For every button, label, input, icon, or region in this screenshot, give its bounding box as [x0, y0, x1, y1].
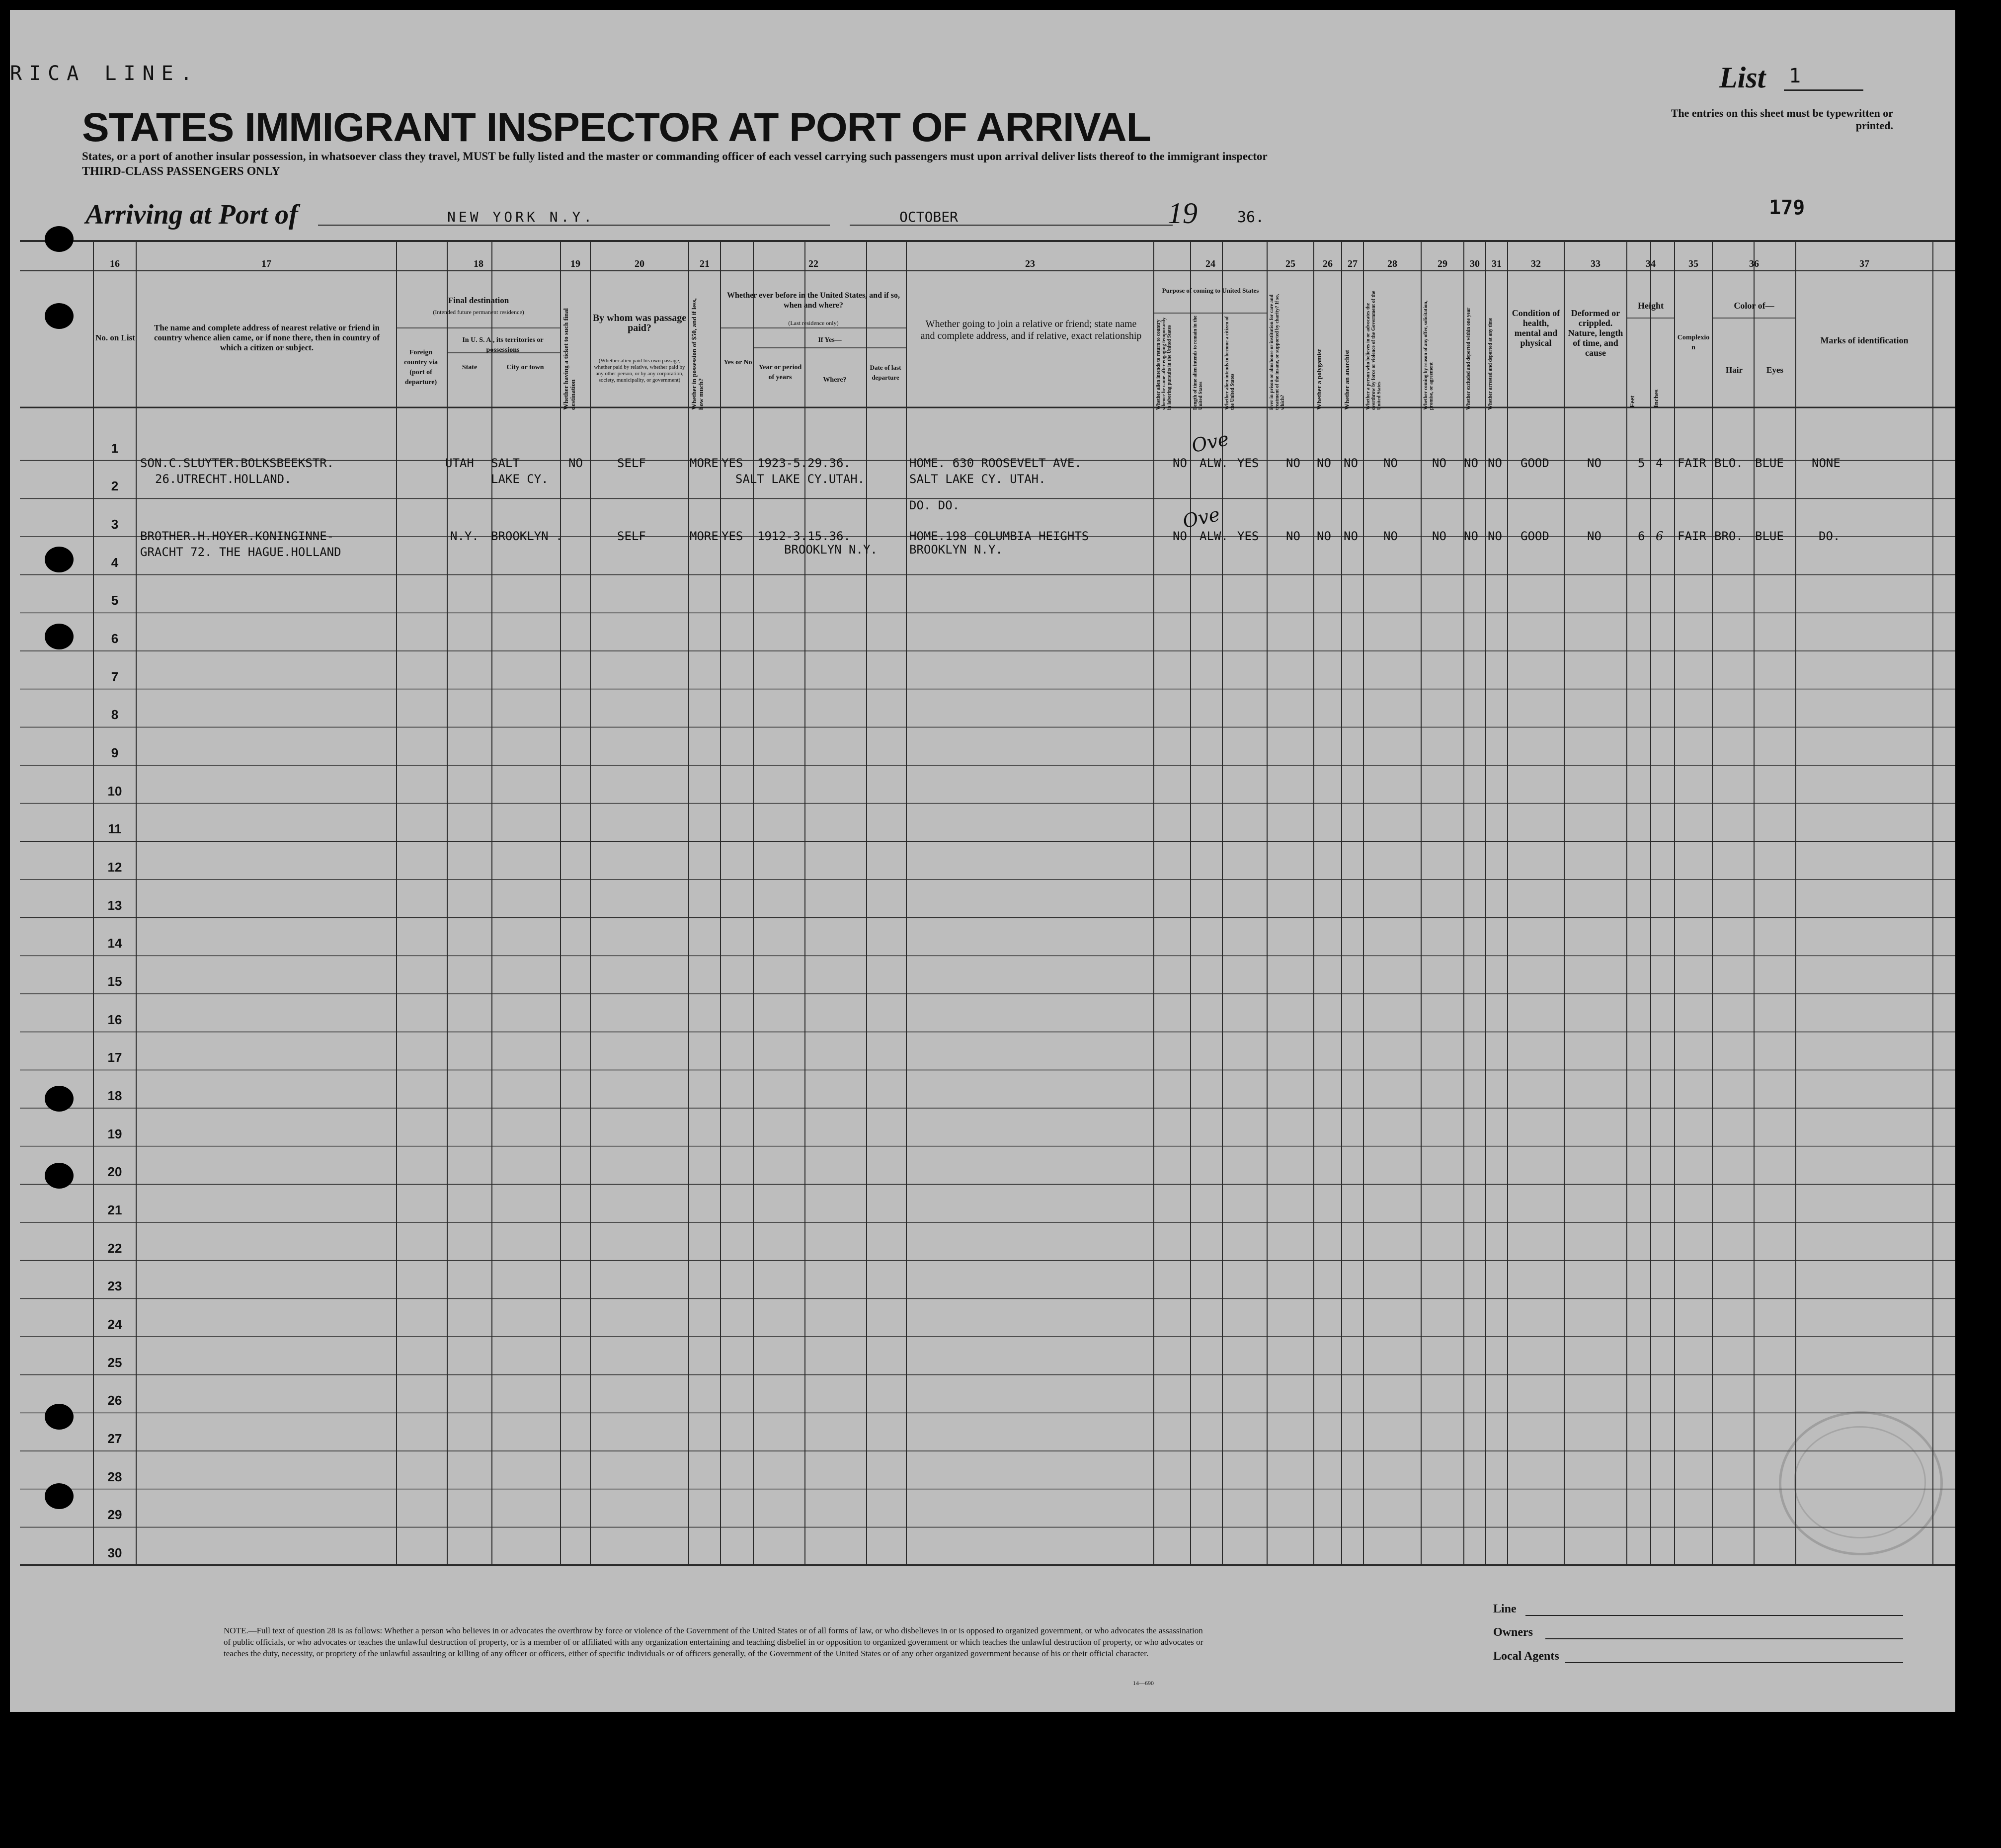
row-number: 16: [107, 1012, 122, 1027]
row-number: 2: [111, 479, 119, 494]
col-header-color: Color of—: [1734, 301, 1774, 311]
entry-2-health: GOOD: [1521, 529, 1549, 543]
col-header-no-on-list: No. on List: [95, 333, 135, 342]
entry-1-polygamist: NO: [1317, 456, 1331, 470]
list-underline: [1784, 89, 1863, 91]
col-num-26: 26: [1323, 258, 1333, 269]
entry-2-inches: 6: [1656, 529, 1664, 543]
entry-1-purpose-citizen: YES: [1237, 456, 1259, 470]
col-num-32: 32: [1531, 258, 1541, 269]
line-underline: [1525, 1615, 1903, 1616]
col-num-17: 17: [261, 258, 271, 269]
col-header-anarchist: Whether an anarchist: [1343, 350, 1351, 410]
class-label: THIRD-CLASS PASSENGERS ONLY: [82, 165, 280, 178]
col-header-yes-no: Yes or No: [723, 359, 752, 366]
col-num-22: 22: [808, 258, 818, 269]
entry-2-marks: DO.: [1819, 529, 1841, 543]
entry-2-arrested: NO: [1488, 529, 1502, 543]
sheet-number: 179: [1769, 196, 1805, 219]
entry-1-city-line2: LAKE CY.: [491, 472, 549, 486]
row-number: 19: [107, 1126, 122, 1141]
entry-1-state: UTAH: [445, 456, 474, 470]
entry-1-complexion: FAIR: [1678, 456, 1706, 470]
owners-label: Owners: [1493, 1626, 1533, 1639]
col-num-20: 20: [635, 258, 644, 269]
row-number: 26: [107, 1393, 122, 1408]
row-number: 21: [107, 1203, 122, 1217]
col-header-hair: Hair: [1726, 365, 1743, 375]
col-num-19: 19: [570, 258, 580, 269]
row-number: 23: [107, 1279, 122, 1294]
row-number: 1: [111, 440, 119, 456]
col-header-overthrow: Whether a person who believes in or advocates the overthrow by force or violence of the Government of the United States: [1365, 291, 1382, 410]
port-value: NEW YORK N.Y.: [447, 209, 595, 225]
col-header-eyes: Eyes: [1766, 365, 1783, 375]
month-underline: [850, 225, 1173, 226]
col-num-18: 18: [474, 258, 483, 269]
row-number: 9: [111, 745, 119, 760]
entry-1-health: GOOD: [1521, 456, 1549, 470]
col-header-date-departure: Date of last departure: [870, 364, 901, 381]
col-header-paid-by: By whom was passage paid?: [592, 313, 687, 333]
col-header-money: Whether in possession of $50, and if less, how much?: [690, 298, 705, 410]
col-header-purpose: Purpose of coming to United States: [1162, 287, 1259, 294]
entry-1-arrested: NO: [1488, 456, 1502, 470]
steamship-line-name: RICA LINE.: [10, 62, 199, 85]
col-header-purpose-citizen: Whether alien intends to become a citizen of the United States: [1224, 316, 1235, 410]
col-header-polygamist: Whether a polygamist: [1315, 349, 1323, 410]
col-num-23: 23: [1025, 258, 1035, 269]
col-num-29: 29: [1438, 258, 1447, 269]
entry-1-anarchist: NO: [1344, 456, 1358, 470]
entry-1-marks: NONE: [1812, 456, 1841, 470]
binder-hole: [45, 1163, 74, 1189]
col-header-ticket: Whether having a ticket to such final destination: [562, 308, 576, 410]
entry-2-city-line1: BROOKLYN .: [491, 529, 563, 543]
line-label: Line: [1493, 1603, 1517, 1615]
entry-1-hair: BLO.: [1714, 456, 1743, 470]
col-subheader-paid-by: (Whether alien paid his own passage, whether paid by relative, whether paid by any other person, or by any corporation, society, municipality, or government): [594, 358, 685, 383]
col-header-prison: Ever in prison or almshouse or institution for care and treatment of the insane, or supported by charity? If so, which?: [1269, 294, 1285, 410]
col-header-arrested: Whether arrested and deported at any time: [1488, 318, 1493, 410]
col-header-purpose-length: Length of time alien intends to remain in the United States: [1193, 316, 1203, 410]
binder-hole: [45, 624, 74, 649]
entry-1-inspector-initials: Ove: [1190, 427, 1231, 457]
form-number: 14—690: [1133, 1680, 1154, 1687]
entry-2-relative-line1: BROTHER.H.HOYER.KONINGINNE-: [140, 529, 334, 543]
entry-1-before-yes: YES: [721, 456, 743, 470]
entry-1-purpose-length: ALW.: [1200, 456, 1228, 470]
row-number: 14: [107, 936, 122, 951]
footer-note: NOTE.—Full text of question 28 is as follows: Whether a person who believes in or advocates the overthrow by force or violence of the Government of the United States or of all forms of law, or who disbelieves in or is opposed to organized government, or who advocates the assassination of public officials, or who advocates or teaches the unlawful destruction of property, or is a member of or affiliated with any organization entertaining and teaching disbelief in or opposition to organized government or which teaches the unlawful destruction of property, or who advocates or teaches the duty, necessity, or propriety of the unlawful assaulting or killing of any officer or officers, either of specific individuals or of officers generally, of the Government of the United States or of any other organized government because of his or their official character.: [224, 1626, 1203, 1658]
entry-2-eyes: BLUE: [1755, 529, 1784, 543]
col-num-33: 33: [1591, 258, 1601, 269]
entry-1-paid-by: SELF: [617, 456, 646, 470]
col-header-final-destination: Final destination: [448, 296, 509, 305]
binder-hole: [45, 1086, 74, 1112]
entry-2-money: MORE: [690, 529, 719, 543]
entry-2-years: 1912-3.15.36.: [757, 529, 851, 543]
entry-1-relative-line1: SON.C.SLUYTER.BOLKSBEEKSTR.: [140, 456, 334, 470]
col-header-where: Where?: [823, 376, 847, 384]
col-num-34: 34: [1646, 258, 1656, 269]
entry-1-overthrow: NO: [1383, 456, 1398, 470]
col-header-if-yes: If Yes—: [818, 336, 842, 344]
page-title: STATES IMMIGRANT INSPECTOR AT PORT OF ARRIVAL: [82, 105, 1151, 150]
entry-1-ticket: NO: [568, 456, 583, 470]
entry-2-overthrow: NO: [1383, 529, 1398, 543]
instructions-text: States, or a port of another insular possession, in whatsoever class they travel, MUST be fully listed and the master or commanding officer of each vessel carrying such passengers must upon arrival deliver lists thereof to the immigrant inspector: [82, 150, 1268, 162]
entry-1-where: SALT LAKE CY.UTAH.: [735, 472, 865, 486]
col-header-feet: Feet: [1628, 396, 1636, 407]
col-num-27: 27: [1348, 258, 1358, 269]
entry-2-purpose-length: ALW.: [1200, 529, 1228, 543]
col-header-purpose-return: Whether alien intends to return to country whence he came after engaging temporarily in laboring pursuits in the United States: [1156, 317, 1172, 410]
binder-hole: [45, 1404, 74, 1430]
manifest-sheet: [10, 10, 1955, 1712]
entry-2-complexion: FAIR: [1678, 529, 1706, 543]
entry-1-eyes: BLUE: [1755, 456, 1784, 470]
entry-1-money: MORE: [690, 456, 719, 470]
col-num-30: 30: [1470, 258, 1480, 269]
entry-2-before-yes: YES: [721, 529, 743, 543]
col-header-deformed: Deformed or crippled. Nature, length of time, and cause: [1568, 308, 1623, 358]
binder-hole: [45, 303, 74, 329]
entry-2-polygamist: NO: [1317, 529, 1331, 543]
entries-note: The entries on this sheet must be typewritten or printed.: [1671, 107, 1893, 132]
entry-2-prison: NO: [1286, 529, 1300, 543]
list-label: List: [1719, 61, 1766, 94]
row-number: 5: [111, 593, 119, 608]
binder-hole: [45, 547, 74, 572]
entry-2-purpose-return: NO: [1173, 529, 1187, 543]
entry-2-state: N.Y.: [450, 529, 479, 543]
local-agents-underline: [1565, 1662, 1903, 1663]
entry-1-relative-line2: 26.UTRECHT.HOLLAND.: [155, 472, 292, 486]
col-header-excluded: Whether excluded and deported within one year: [1466, 308, 1471, 410]
entry-1-excluded: NO: [1464, 456, 1478, 470]
binder-hole: [45, 1483, 74, 1509]
col-header-complexion: Complexion: [1677, 334, 1710, 351]
col-subheader-final-destination: (Intended future permanent residence): [433, 309, 524, 316]
row-number: 4: [111, 555, 119, 570]
entry-1-join-line2: SALT LAKE CY. UTAH.: [909, 472, 1046, 486]
list-number: 1: [1789, 65, 1801, 87]
row-number: 25: [107, 1355, 122, 1370]
entry-2-where: BROOKLYN N.Y.: [784, 543, 878, 557]
col-header-state: State: [462, 364, 478, 371]
row-number: 18: [107, 1088, 122, 1103]
row-number: 27: [107, 1431, 122, 1446]
row-number: 15: [107, 974, 122, 989]
entry-2-anarchist: NO: [1344, 529, 1358, 543]
col-num-21: 21: [700, 258, 710, 269]
entry-2-feet: 6: [1638, 529, 1645, 543]
row-number: 22: [107, 1240, 122, 1256]
row-number: 8: [111, 707, 119, 723]
entry-1-join-line3: DO. DO.: [909, 498, 960, 512]
row-number: 11: [108, 821, 122, 837]
col-header-in-usa: In U. S. A., its territories or possessions: [462, 336, 544, 354]
entry-1-city-line1: SALT: [491, 456, 520, 470]
entry-2-deformed: NO: [1587, 529, 1601, 543]
entry-2-hair: BRO.: [1714, 529, 1743, 543]
col-subheader-before-us: (Last residence only): [788, 320, 839, 326]
row-number: 6: [111, 631, 119, 646]
row-number: 17: [107, 1050, 122, 1065]
col-num-25: 25: [1285, 258, 1295, 269]
entry-1-join-line1: HOME. 630 ROOSEVELT AVE.: [909, 456, 1082, 470]
arriving-label: Arriving at Port of: [85, 199, 298, 230]
row-number: 30: [107, 1545, 122, 1560]
row-number: 20: [107, 1164, 122, 1180]
row-number: 7: [111, 669, 119, 684]
col-header-foreign-country: Foreign country via (port of departure): [403, 349, 438, 386]
col-num-28: 28: [1387, 258, 1397, 269]
entry-2-offer: NO: [1432, 529, 1446, 543]
row-number: 12: [107, 860, 122, 875]
col-header-city: City or town: [506, 364, 544, 371]
col-header-marks: Marks of identification: [1820, 335, 1909, 345]
entry-1-prison: NO: [1286, 456, 1300, 470]
row-number: 29: [107, 1507, 122, 1523]
col-header-before-us: Whether ever before in the United States, and if so, when and where?: [727, 291, 900, 310]
row-number: 24: [107, 1317, 122, 1332]
col-header-relative: The name and complete address of nearest relative or friend in country whence alien came, or if none there, then in country of which a citizen or subject.: [154, 323, 380, 352]
entry-1-years: 1923-5.29.36.: [757, 456, 851, 470]
month-value: OCTOBER: [899, 209, 959, 225]
entry-2-join-line2: BROOKLYN N.Y.: [909, 543, 1003, 557]
entry-2-relative-line2: GRACHT 72. THE HAGUE.HOLLAND: [140, 545, 341, 559]
row-number: 10: [107, 783, 122, 799]
col-num-24: 24: [1205, 258, 1215, 269]
entry-1-purpose-return: NO: [1173, 456, 1187, 470]
col-num-36: 36: [1749, 258, 1759, 269]
entry-1-inches: 4: [1656, 456, 1663, 470]
col-header-health: Condition of health, mental and physical: [1512, 308, 1560, 348]
col-header-height: Height: [1638, 301, 1664, 311]
owners-underline: [1545, 1638, 1903, 1639]
col-header-offer: Whether coming by reason of any offer, solicitation, promise, or agreement: [1423, 300, 1434, 410]
row-number: 28: [107, 1469, 122, 1484]
entry-2-purpose-citizen: YES: [1237, 529, 1259, 543]
col-header-years: Year or period of years: [758, 364, 802, 381]
entry-2-join-line1: HOME.198 COLUMBIA HEIGHTS: [909, 529, 1089, 543]
row-number: 3: [111, 517, 119, 532]
binder-hole: [45, 226, 74, 252]
official-seal-stamp: [1779, 1411, 1943, 1555]
col-num-31: 31: [1492, 258, 1502, 269]
row-number: 13: [107, 897, 122, 913]
entry-1-offer: NO: [1432, 456, 1446, 470]
col-num-35: 35: [1688, 258, 1698, 269]
year-prefix: 19: [1168, 197, 1198, 230]
col-header-inches: Inches: [1652, 389, 1660, 407]
col-header-joining: Whether going to join a relative or friend; state name and complete address, and if relative, exact relationship: [920, 319, 1142, 341]
entry-1-feet: 5: [1638, 456, 1645, 470]
local-agents-label: Local Agents: [1493, 1650, 1559, 1663]
entry-2-excluded: NO: [1464, 529, 1478, 543]
col-num-16: 16: [110, 258, 120, 269]
entry-1-deformed: NO: [1587, 456, 1601, 470]
entry-2-inspector-initials: Ove: [1181, 503, 1222, 533]
entry-2-paid-by: SELF: [617, 529, 646, 543]
col-num-37: 37: [1859, 258, 1869, 269]
year-value: 36.: [1237, 209, 1265, 226]
